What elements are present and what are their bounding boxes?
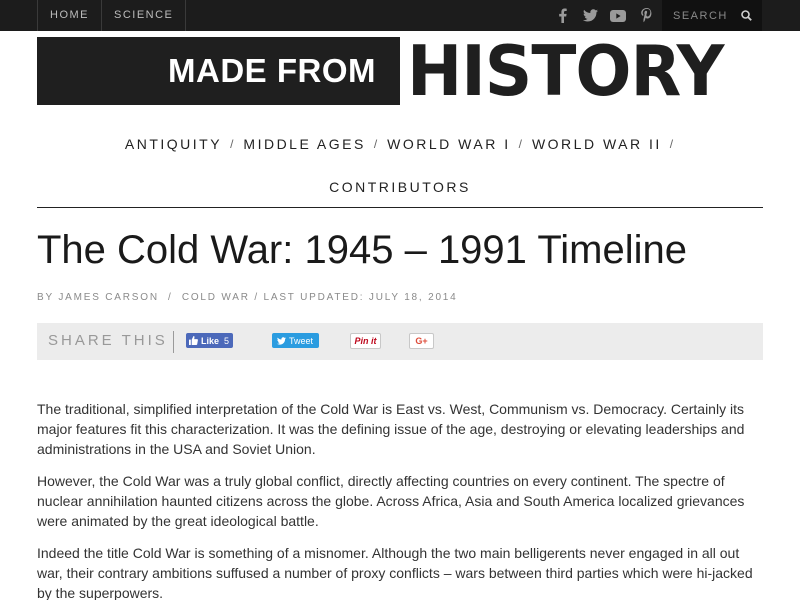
category-link[interactable]: COLD WAR [181,292,250,303]
search-box [662,0,762,31]
facebook-like-count: 5 [224,335,230,346]
pinterest-icon[interactable] [632,8,660,23]
share-bar [37,323,763,360]
meta-by: BY [37,292,54,303]
search-input[interactable] [662,0,734,31]
logo-history[interactable]: HISTORY [407,31,724,112]
top-nav-science-link[interactable]: SCIENCE [101,0,186,31]
article-meta [37,292,458,303]
article-title: The Cold War: 1945 – 1991 Timeline [37,228,687,272]
tweet-label: Tweet [289,335,314,346]
article-body [37,399,767,600]
article-paragraph: The traditional, simplified interpretation of the Cold War is East vs. West, Communism vs. Democracy. Certainly its major features fit this characterization. It was the defining issue of the age, destroying or elevating leaderships and administrations in the USA and Soviet Union. [37,401,745,457]
nav-separator: / [373,137,378,151]
article-paragraph: Indeed the title Cold War is something of a misnomer. Although the two main belligerents never engaged in all out war, their contrary ambitions suffused a number of proxy conflicts – wars between third parties which were hi-jacked by the superpowers. [37,545,753,600]
top-nav [37,0,186,31]
main-nav-row-2 [37,178,763,196]
main-nav [37,135,763,153]
article-paragraph: However, the Cold War was a truly global conflict, directly affecting countries on every continent. The spectre of nuclear annihilation haunted citizens across the globe. Across Africa, Asia and South America localized grievances were animated by the great ideological battle. [37,473,745,529]
twitter-icon[interactable] [576,9,604,22]
pinterest-pin-button[interactable]: Pin it [350,333,381,349]
logo-made-from[interactable]: MADE FROM [168,52,376,89]
tweet-button[interactable] [272,333,319,348]
nav-item-contributors[interactable]: CONTRIBUTORS [329,179,471,195]
meta-separator: / [168,292,173,303]
facebook-icon[interactable] [548,8,576,23]
share-divider [173,331,174,353]
top-nav-home-link[interactable]: HOME [37,0,101,31]
nav-separator: / [230,137,234,151]
nav-separator: / [518,137,522,151]
google-plus-button[interactable]: G+ [409,333,434,349]
author-link[interactable]: JAMES CARSON [58,292,159,303]
top-bar [0,0,800,31]
twitter-bird-icon [277,337,286,345]
nav-item-world-war-i[interactable]: WORLD WAR I [387,136,511,152]
last-updated: / LAST UPDATED: JULY 18, 2014 [254,292,458,303]
nav-item-middle-ages[interactable]: MIDDLE AGES [243,136,366,152]
share-label: SHARE THIS [48,332,168,349]
nav-divider [37,207,763,208]
social-links [548,0,660,31]
facebook-like-button[interactable] [186,333,233,348]
nav-separator: / [669,137,674,151]
nav-item-antiquity[interactable]: ANTIQUITY [124,136,223,152]
nav-item-world-war-ii[interactable]: WORLD WAR II [531,136,662,152]
search-icon[interactable] [734,10,758,21]
youtube-icon[interactable] [604,10,632,22]
thumbs-up-icon [189,336,198,345]
facebook-like-label: Like [201,335,220,346]
